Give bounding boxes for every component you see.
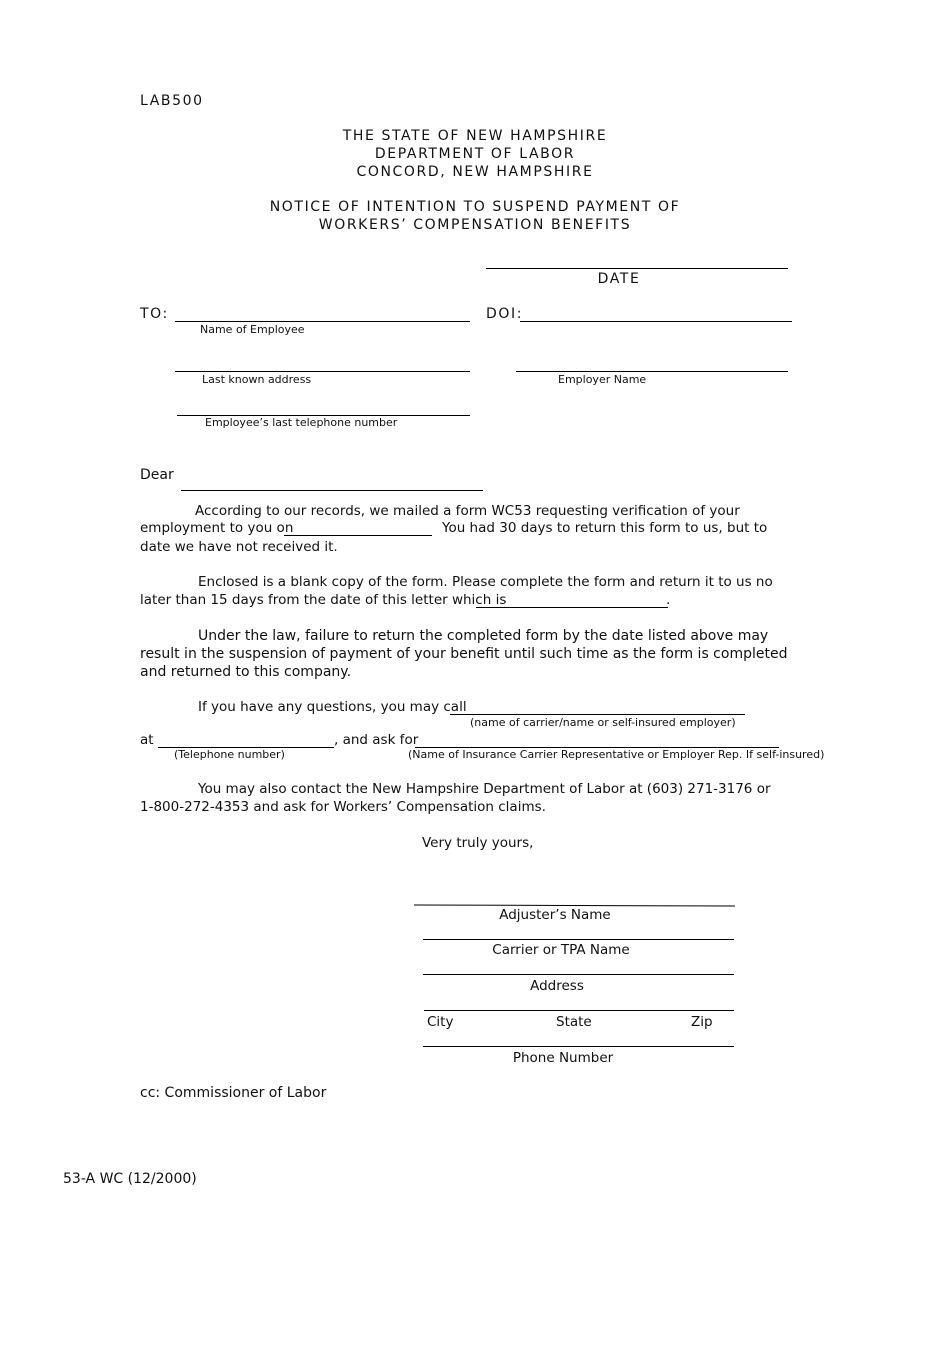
city-field[interactable] [424,1010,556,1011]
dear-name-field[interactable] [181,490,483,491]
city-caption: City [427,1014,454,1030]
employee-name-caption: Name of Employee [200,323,305,336]
return-date-field[interactable] [476,607,668,608]
last-known-address-field[interactable] [175,371,470,372]
date-field-line[interactable] [486,268,788,269]
closing-salutation: Very truly yours, [422,835,534,851]
adjuster-name-caption: Adjuster’s Name [499,907,611,923]
paragraph3-line1: Under the law, failure to return the completed form by the date listed above may [198,628,769,644]
paragraph2-line2a: later than 15 days from the date of this letter which is [140,592,507,608]
employee-phone-caption: Employee’s last telephone number [205,416,398,429]
employee-name-field[interactable] [175,321,470,322]
state-field[interactable] [556,1010,656,1011]
carrier-name-field[interactable] [450,714,745,715]
paragraph1-line2a: employment to you on [140,520,294,536]
header-state: THE STATE OF NEW HAMPSHIRE [342,128,608,144]
carrier-tpa-caption: Carrier or TPA Name [492,942,630,958]
paragraph4-ask-for: , and ask for [334,732,419,748]
form-code: LAB500 [140,93,204,109]
employer-name-field[interactable] [516,371,788,372]
form-title-line2: WORKERS’ COMPENSATION BENEFITS [318,217,632,233]
paragraph1-line3: date we have not received it. [140,539,338,555]
paragraph5-line1: You may also contact the New Hampshire Department of Labor at (603) 271-3176 or [198,781,771,797]
representative-name-caption: (Name of Insurance Carrier Representative or Employer Rep. If self-insured) [408,748,825,761]
address-field[interactable] [423,974,734,975]
paragraph3-line3: and returned to this company. [140,664,352,680]
carrier-tpa-field[interactable] [423,939,734,940]
paragraph4-at: at [140,732,154,748]
form-title-line1: NOTICE OF INTENTION TO SUSPEND PAYMENT OF [269,199,681,215]
zip-field[interactable] [656,1010,734,1011]
last-known-address-caption: Last known address [202,373,312,386]
footer-form-code: 53-A WC (12/2000) [63,1171,197,1187]
cc-line: cc: Commissioner of Labor [140,1085,327,1101]
to-label: TO: [140,306,169,322]
paragraph2-period: . [666,592,671,608]
paragraph1-line1: According to our records, we mailed a form WC53 requesting verification of your [195,503,740,519]
header-department: DEPARTMENT OF LABOR [374,146,576,162]
doi-label: DOI: [486,306,524,322]
header-city: CONCORD, NEW HAMPSHIRE [356,164,594,180]
state-caption: State [556,1014,592,1030]
mailed-date-field[interactable] [284,535,432,536]
paragraph2-line1: Enclosed is a blank copy of the form. Please complete the form and return it to us no [198,574,773,590]
paragraph1-line2b: You had 30 days to return this form to us, but to [442,520,768,536]
phone-number-caption: Phone Number [512,1050,614,1066]
date-label: DATE [597,271,641,287]
employer-name-caption: Employer Name [558,373,647,386]
zip-caption: Zip [691,1014,713,1030]
paragraph4-line1: If you have any questions, you may call [198,699,467,715]
address-caption: Address [530,978,584,994]
paragraph3-line2: result in the suspension of payment of your benefit until such time as the form is completed [140,646,788,662]
dear-label: Dear [140,467,174,483]
telephone-number-caption: (Telephone number) [174,748,285,761]
doi-field[interactable] [520,321,792,322]
phone-number-field[interactable] [423,1046,734,1047]
paragraph5-line2: 1-800-272-4353 and ask for Workers’ Compensation claims. [140,799,546,815]
carrier-name-caption: (name of carrier/name or self-insured employer) [470,716,736,729]
